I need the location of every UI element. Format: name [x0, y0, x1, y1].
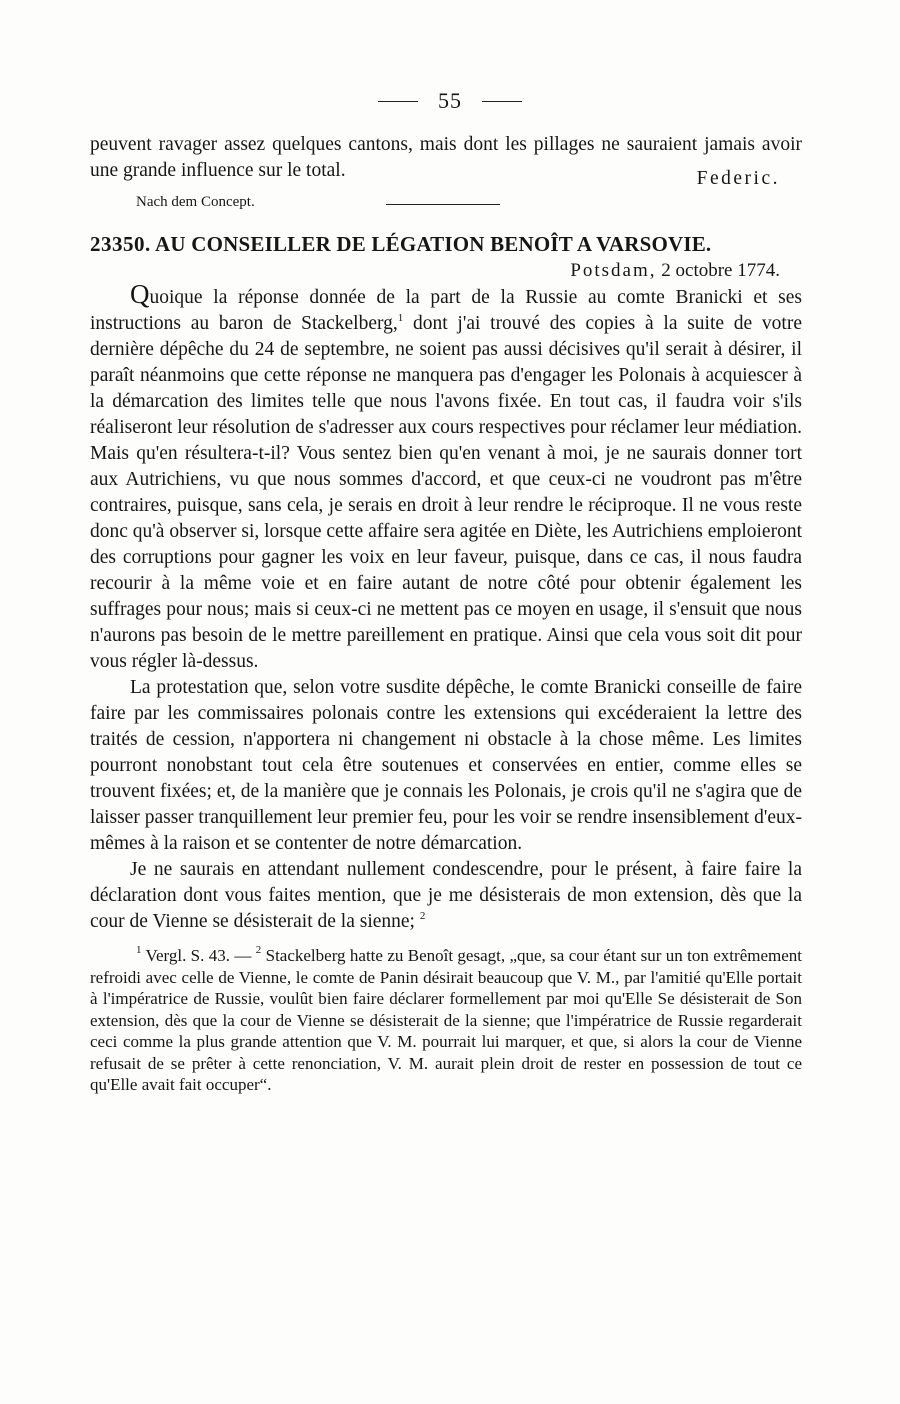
dateline-place: Potsdam, [570, 260, 657, 281]
paragraph-3-text: Je ne saurais en attendant nullement condescendre, pour le présent, à faire faire la déclaration dont vous faites mention, que je me désisterais de mon extension, dès que la cour de Vienne se désisterait de la sienne; [90, 859, 802, 932]
source-note: Nach dem Concept. [136, 194, 255, 210]
header-rule-left [378, 101, 418, 102]
footnotes [90, 945, 802, 1096]
paragraph-1-part-2: dont j'ai trouvé des copies à la suite de votre dernière dépêche du 24 de septembre, ne soient pas aussi décisives qu'il serait à désirer, il paraît néanmoins que cette réponse ne manquera pas d'engager les Polonais à acquiescer à la démarcation des limites telle que nous l'avons fixée. En tout cas, il faudra voir s'ils réaliseront leur résolution de s'adresser aux cours respectives pour réclamer leur médiation. Mais qu'en résultera-t-il? Vous sentez bien qu'en venant à moi, je ne saurais donner tort aux Autrichiens, vu que nous sommes d'accord, et que ceux-ci ne voudront pas m'être contraires, puisque, sans cela, je serais en droit à leur rendre le réciproque. Il ne vous reste donc qu'à observer si, lorsque cette affaire sera agitée en Diète, les Autrichiens emploieront des corruptions pour gagner les voix en leur faveur, puisque, dans ce cas, il nous faudra recourir à la même voie et en faire autant de notre côté pour obtenir également les suffrages pour nous; mais si ceux-ci ne mettent pas ce moyen en usage, il s'ensuit que nous n'aurons pas besoin de le mettre pareillement en pratique. Ainsi que cela vous soit dit pour vous régler là-dessus. [90, 313, 802, 672]
footnote-2-marker: 2 [255, 944, 262, 956]
paragraph-initial: Q [130, 279, 150, 309]
source-row [90, 188, 802, 218]
section-separator [386, 204, 500, 205]
paragraph-1-part-1: uoique la réponse donnée de la part de la Russie au comte Branicki et ses instructions au baron de Stackelberg, [90, 287, 802, 334]
body-paragraph-2: La protestation que, selon votre susdite dépêche, le comte Branicki conseille de faire faire par les commissaires polonais contre les extensions qui excéderaient la lettre des traités de cession, n'apportera ni changement ni obstacle à la chose même. Les limites pourront nonobstant tout cela être soutenues et conservées en entier, comme elles se trouvent fixées; et, de la manière que je connais les Polonais, je crois qu'il ne s'agira que de laisser passer tranquillement leur premier feu, pour les voir se rendre insensiblement d'eux-mêmes à la raison et se contenter de notre démarcation. [90, 677, 802, 854]
footnote-1-marker: 1 [136, 944, 142, 956]
footnote-ref-2: 2 [419, 910, 426, 922]
body-paragraph-1 [90, 279, 802, 675]
document-number: 23350. [90, 232, 151, 256]
page-number: 55 [438, 88, 462, 113]
previous-letter-ending [90, 132, 802, 218]
body-paragraph-3 [90, 857, 802, 935]
document-title: AU CONSEILLER DE LÉGATION BENOÎT A VARSOVIE. [155, 232, 712, 256]
footnote-2-text: Stackelberg hatte zu Benoît gesagt, „que, sa cour étant sur un ton extrêmement refroidi avec celle de Vienne, le comte de Panin désirait beaucoup que V. M., par l'amitié qu'Elle portait à l'impératrice de Russie, voulût bien faire déclarer formellement par moi qu'Elle Se désisterait de Son extension, dès que la cour de Vienne se désisterait de la sienne; que l'impératrice de Russie regarderait ceci comme la plus grande attention que V. M. pourrait lui marquer, et que, si alors la cour de Vienne refusait de se prêter à cette renonciation, V. M. aurait plein droit de rester en possession de tout ce qu'Elle avait fait occuper“. [90, 946, 802, 1094]
dateline [90, 258, 802, 284]
footnote-1-text: Vergl. S. 43. — [141, 946, 256, 965]
page-content [90, 132, 802, 1096]
page-header [0, 88, 900, 114]
dateline-date: 2 octobre 1774. [661, 260, 780, 281]
footnote-ref-1: 1 [397, 312, 404, 324]
header-rule-right [482, 101, 522, 102]
carryover-text: peuvent ravager assez quelques cantons, mais dont les pillages ne sauraient jamais avoir une grande influence sur le total. [90, 134, 802, 181]
signature: Federic. [696, 168, 780, 189]
document-heading [90, 230, 802, 258]
